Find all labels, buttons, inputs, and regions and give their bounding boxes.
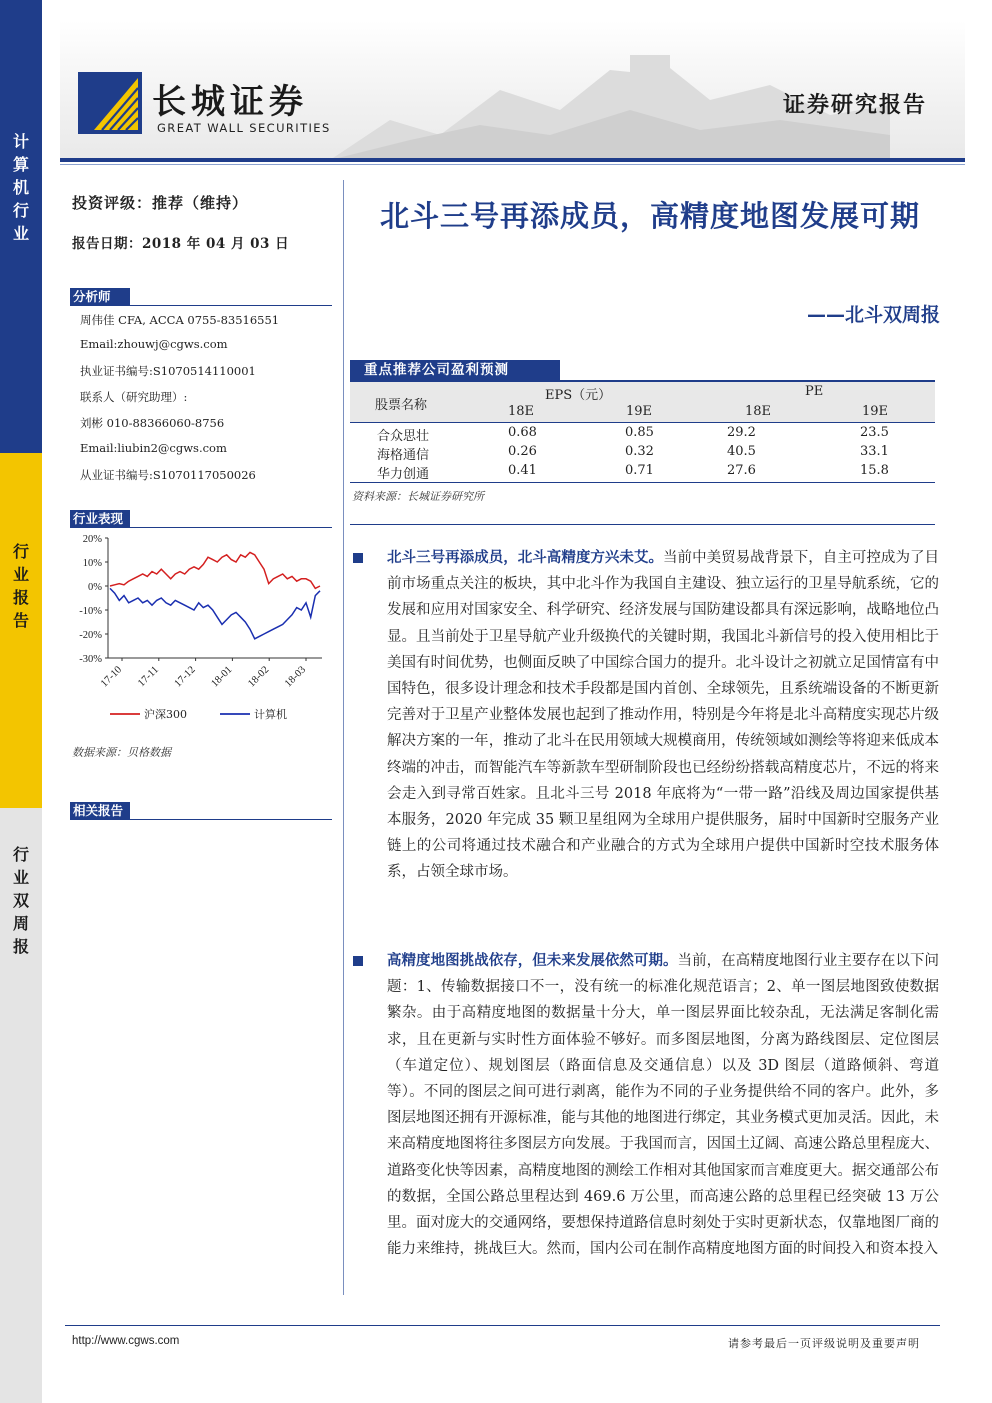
paragraph-text: 当前中美贸易战背景下，自主可控成为了目前市场重点关注的板块，其中北斗作为我国自主建设、独立运行的卫星导航系统，它的发展和应用对国家安全、科学研究、经济发展与国防建设都具有深远影响，战略地位凸显。且当前处于卫星导航产业升级换代的关键时期，我国北斗新信号的投入使用相比于美国有时间优势，也侧面反映了中国综合国力的提升。北斗设计之初就立足国情富有中国特色，很多设计理念和技术手段都是国内首创、全球领先，且系统端设备的不断更新完善对于卫星产业整体发展也起到了推动作用，特别是今年将是北斗高精度实现芯片级解决方案的一年，推动了北斗在民用领域大规模商用，传统领域如测绘等将迎来低成本终端的冲击，而智能汽车等新款车型研制阶段也已经纷纷搭载高精度芯片，不远的将来会走入到寻常百姓家。且北斗三号 2018 年底将为“一带一路”沿线及周边国家提供基本服务，2020 年完成 35 颗卫星组网为全球用户提供服务，届时中国新时空服务产业链上的公司将通过技术融合和产业融合的方式为全球用户提供中国新时空技术服务体系，占领全球市场。 — [387, 550, 940, 881]
analyst-license: 执业证书编号:S1070514110001 — [80, 364, 256, 378]
x-tick-label: 17-12 — [172, 664, 198, 690]
footer-divider — [65, 1325, 940, 1326]
table-bottom-rule — [350, 482, 935, 483]
x-tick-label: 17-11 — [136, 664, 161, 690]
analyst-email: Email:zhouwj@cgws.com — [80, 337, 228, 351]
table-header-rule — [350, 422, 935, 423]
bullet-icon — [353, 553, 363, 563]
brand-name-en: GREAT WALL SECURITIES — [157, 121, 331, 135]
table-header-year: 19E — [862, 404, 889, 419]
table-cell-pe19: 15.8 — [860, 463, 889, 478]
table-cell-eps18: 0.26 — [508, 444, 537, 459]
footer-disclaimer: 请参考最后一页评级说明及重要声明 — [728, 1337, 920, 1350]
industry-performance-chart — [70, 530, 332, 740]
y-tick-label: 20% — [82, 534, 102, 545]
industry-performance-rule — [70, 527, 332, 528]
body-paragraph-hd-map — [387, 948, 939, 1262]
column-divider — [343, 180, 344, 1295]
table-header-eps: EPS（元） — [545, 388, 612, 403]
series-line-csi300 — [110, 552, 320, 588]
header-divider — [60, 158, 965, 162]
x-tick-label: 18-02 — [246, 664, 272, 690]
table-cell-eps18: 0.41 — [508, 463, 537, 478]
table-cell-pe18: 27.6 — [727, 463, 756, 478]
report-date: 报告日期：2018 年 04 月 03 日 — [72, 236, 290, 252]
sidebar-report-type-label: 行 业 报 告 — [12, 542, 29, 630]
great-wall-logo-icon — [78, 72, 142, 134]
footer-url-link[interactable]: http://www.cgws.com — [72, 1335, 180, 1347]
y-tick-label: -30% — [79, 654, 102, 665]
table-cell-stock: 华力创通 — [377, 467, 430, 482]
table-cell-pe19: 23.5 — [860, 425, 889, 440]
paragraph-text: 当前，在高精度地图行业主要存在以下问题：1、传输数据接口不一，没有统一的标准化规范语言；2、单一图层地图致使数据繁杂。由于高精度地图的数据量十分大，单一图层界面比较杂乱，无法满足客制化需求，且在更新与实时性方面体验不够好。而多图层地图，分离为路线图层、定位图层（车道定位）、规划图层（路面信息及交通信息）以及 3D 图层（道路倾斜、弯道等）。不同的图层之间可进行剥离，能作为不同的子业务提供给不同的客户。此外，多图层地图还拥有开源标准，能与其他的地图进行绑定，其业务模式更加灵活。因此，未来高精度地图将往多图层方向发展。于我国而言，因国土辽阔、高速公路总里程庞大、道路变化快等因素，高精度地图的测绘工作相对其他国家而言难度更大。据交通部公布的数据，全国公路总里程达到 469.6 万公里，而高速公路的总里程已经突破 13 万公里。面对庞大的交通网络，要想保持道路信息时刻处于实时更新状态，仅靠地图厂商的能力来维持，挑战巨大。然而，国内公司在制作高精度地图方面的时间投入和资本投入 — [387, 953, 940, 1258]
paragraph-lead: 北斗三号再添成员，北斗高精度方兴未艾。 — [387, 550, 664, 566]
x-tick-label: 18-03 — [283, 664, 309, 690]
sidebar-biweekly-label: 行 业 双 周 报 — [12, 845, 29, 956]
table-header-stock: 股票名称 — [375, 398, 428, 413]
table-cell-stock: 海格通信 — [377, 448, 430, 463]
paragraph-lead: 高精度地图挑战依存，但未来发展依然可期。 — [387, 953, 678, 969]
industry-performance-label: 行业表现 — [70, 510, 130, 528]
x-tick-label: 17-10 — [99, 664, 125, 690]
contact-label: 联系人（研究助理）: — [80, 390, 188, 404]
related-reports-rule — [70, 819, 332, 820]
sidebar-industry-label: 计 算 机 行 业 — [12, 132, 29, 243]
bullet-icon — [353, 956, 363, 966]
table-cell-stock: 合众思壮 — [377, 429, 430, 444]
table-header-pe: PE — [805, 384, 824, 399]
report-type-label: 证券研究报告 — [782, 93, 927, 118]
table-cell-pe19: 33.1 — [860, 444, 889, 459]
table-cell-eps19: 0.85 — [625, 425, 654, 440]
report-title: 北斗三号再添成员，高精度地图发展可期 — [379, 199, 920, 233]
header-divider-thin — [60, 164, 965, 165]
brand-name-cn: 长城证券 — [152, 82, 308, 122]
report-subtitle: ——北斗双周报 — [806, 304, 940, 326]
y-tick-label: 0% — [88, 582, 102, 593]
contact-name-phone: 刘彬 010-88366060-8756 — [80, 416, 225, 430]
contact-license: 从业证书编号:S1070117050026 — [80, 468, 256, 482]
chart-source: 数据来源：贝格数据 — [72, 746, 171, 759]
x-tick-label: 18-01 — [209, 664, 235, 690]
table-header-year: 18E — [745, 404, 772, 419]
y-tick-label: -20% — [79, 630, 102, 641]
legend-label: 计算机 — [254, 708, 287, 721]
body-paragraph-beidou — [387, 545, 939, 886]
analyst-name-phone: 周伟佳 CFA, ACCA 0755-83516551 — [80, 313, 280, 327]
analyst-section-label: 分析师 — [70, 288, 130, 306]
related-reports-label: 相关报告 — [70, 802, 130, 820]
table-cell-eps18: 0.68 — [508, 425, 537, 440]
y-tick-label: 10% — [82, 558, 102, 569]
table-cell-eps19: 0.71 — [625, 463, 654, 478]
contact-email: Email:liubin2@cgws.com — [80, 441, 227, 455]
forecast-table-label: 重点推荐公司盈利预测 — [350, 360, 560, 380]
table-cell-pe18: 29.2 — [727, 425, 756, 440]
y-tick-label: -10% — [79, 606, 102, 617]
table-cell-eps19: 0.32 — [625, 444, 654, 459]
table-header-year: 18E — [508, 404, 535, 419]
legend-label: 沪深300 — [144, 708, 187, 721]
table-source: 资料来源：长城证券研究所 — [352, 490, 484, 503]
analyst-section-rule — [70, 305, 332, 306]
investment-rating: 投资评级：推荐（维持） — [72, 194, 249, 212]
series-line-computer — [110, 588, 320, 638]
table-header-year: 19E — [626, 404, 653, 419]
table-cell-pe18: 40.5 — [727, 444, 756, 459]
section-divider — [350, 524, 935, 525]
